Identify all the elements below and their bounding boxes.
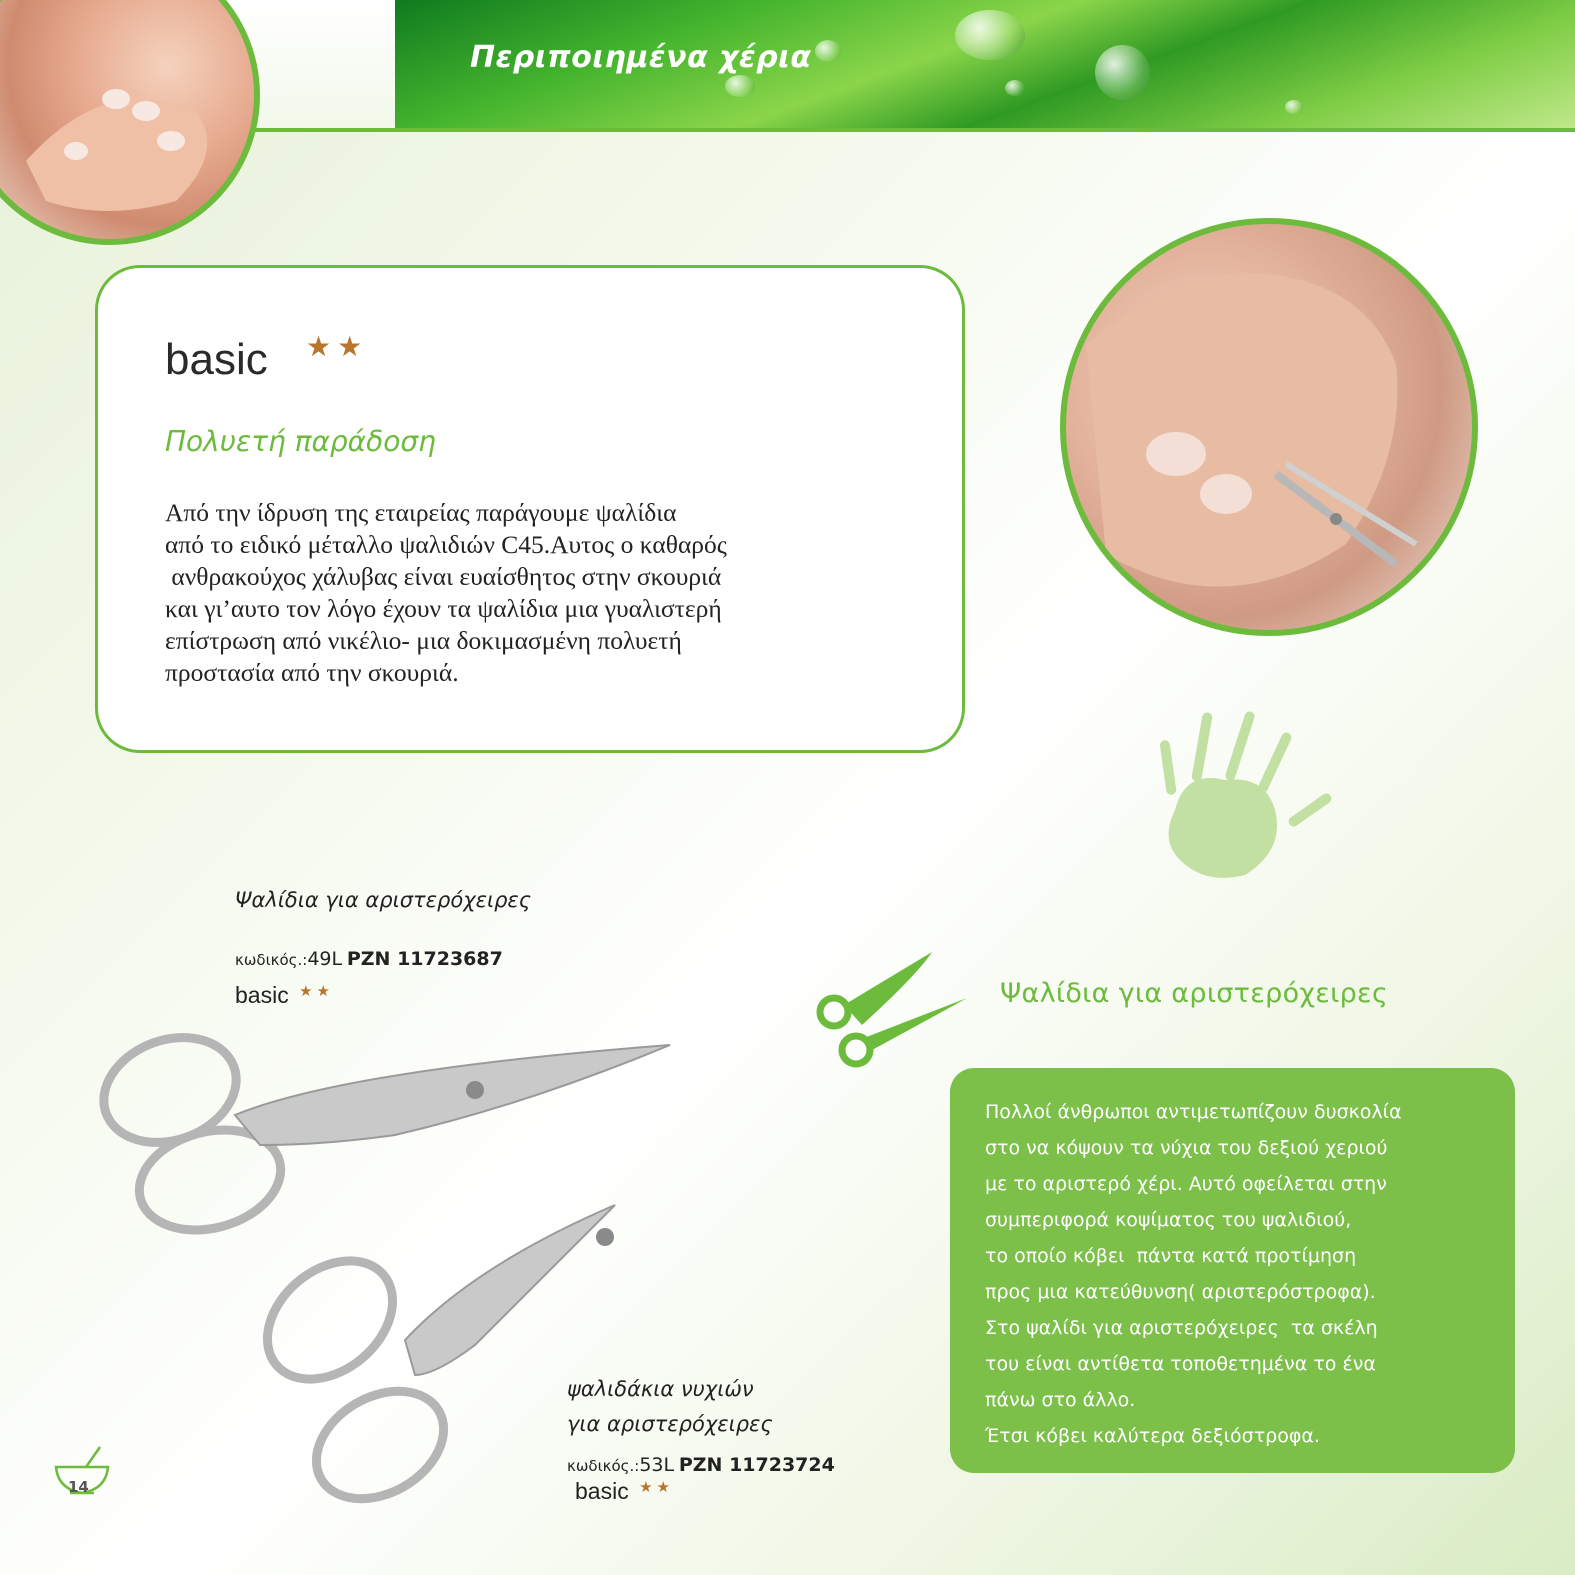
- pzn-code: PZN 11723687: [346, 948, 503, 970]
- grade-label: basic: [235, 982, 289, 1008]
- product-a-grade: [235, 982, 330, 1009]
- body-line: επίστρωση από νικέλιο- μια δοκιμασμένη πολυετή: [165, 626, 682, 655]
- star-rating: [300, 330, 362, 363]
- body-line: προστασία από την σκουριά.: [165, 658, 459, 687]
- body-line: ανθρακούχος χάλυβας είναι ευαίσθητος στην σκουριά: [165, 562, 722, 591]
- product-code: 53L: [639, 1454, 675, 1476]
- info-line: Πολλοί άνθρωποι αντιμετωπίζουν δυσκολία: [985, 1101, 1402, 1123]
- header-rule: [230, 128, 1575, 132]
- panel-subtitle: Πολυετή παράδοση: [165, 425, 436, 458]
- info-title: Ψαλίδια για αριστερόχειρες: [1000, 978, 1389, 1009]
- panel-body: [165, 497, 925, 689]
- manicure-hands-image: [0, 0, 260, 245]
- info-line: το οποίο κόβει πάντα κατά προτίμηση: [985, 1245, 1357, 1267]
- scissors-icon: [812, 950, 972, 1070]
- code-label: κωδικός.:: [567, 1457, 640, 1475]
- star-icon: ★: [337, 330, 363, 363]
- product-b-grade: [575, 1478, 670, 1505]
- product-b-name-line2: για αριστερόχειρες: [567, 1412, 773, 1436]
- handprint-icon: [1135, 700, 1345, 890]
- body-line: Από την ίδρυση της εταιρείας παράγουμε ψαλίδια: [165, 498, 677, 527]
- info-body: [985, 1094, 1402, 1454]
- info-line: πάνω στο άλλο.: [985, 1389, 1136, 1411]
- product-code: 49L: [307, 948, 343, 970]
- info-line: με το αριστερό χέρι. Αυτό οφείλεται στην: [985, 1173, 1387, 1195]
- hand-with-scissors-image: [1060, 218, 1478, 636]
- info-line: στο να κόψουν τα νύχια του δεξιού χεριού: [985, 1137, 1388, 1159]
- product-a-code-line: [235, 948, 503, 970]
- product-b-name: [567, 1372, 773, 1442]
- product-b-name-line1: ψαλιδάκια νυχιών: [567, 1377, 754, 1401]
- header-title: Περιποιημένα χέρια: [470, 40, 812, 75]
- star-icon: ★: [306, 330, 332, 363]
- info-line: Έτσι κόβει καλύτερα δεξιόστροφα.: [985, 1425, 1320, 1447]
- product-a-name: Ψαλίδια για αριστερόχειρες: [235, 888, 532, 912]
- grade-label: basic: [575, 1478, 629, 1504]
- body-line: και γι’αυτο τον λόγο έχουν τα ψαλίδια μια γυαλιστερή: [165, 594, 722, 623]
- page-number: 14: [68, 1478, 89, 1496]
- info-line: του είναι αντίθετα τοποθετημένα το ένα: [985, 1353, 1376, 1375]
- info-line: Στο ψαλίδι για αριστερόχειρες τα σκέλη: [985, 1317, 1378, 1339]
- body-line: από το ειδικό μέταλλο ψαλιδιών C45.Αυτος ο καθαρός: [165, 530, 727, 559]
- panel-title: basic: [165, 335, 268, 384]
- info-line: προς μια κατεύθυνση( αριστερόστροφα).: [985, 1281, 1376, 1303]
- star-icon: ★: [639, 1479, 653, 1496]
- star-icon: ★: [316, 983, 330, 1000]
- code-label: κωδικός.:: [235, 951, 308, 969]
- product-b-code-line: [567, 1454, 835, 1476]
- star-icon: ★: [299, 983, 313, 1000]
- info-line: συμπεριφορά κοψίματος του ψαλιδιού,: [985, 1209, 1352, 1231]
- pzn-code: PZN 11723724: [678, 1454, 835, 1476]
- star-icon: ★: [656, 1479, 670, 1496]
